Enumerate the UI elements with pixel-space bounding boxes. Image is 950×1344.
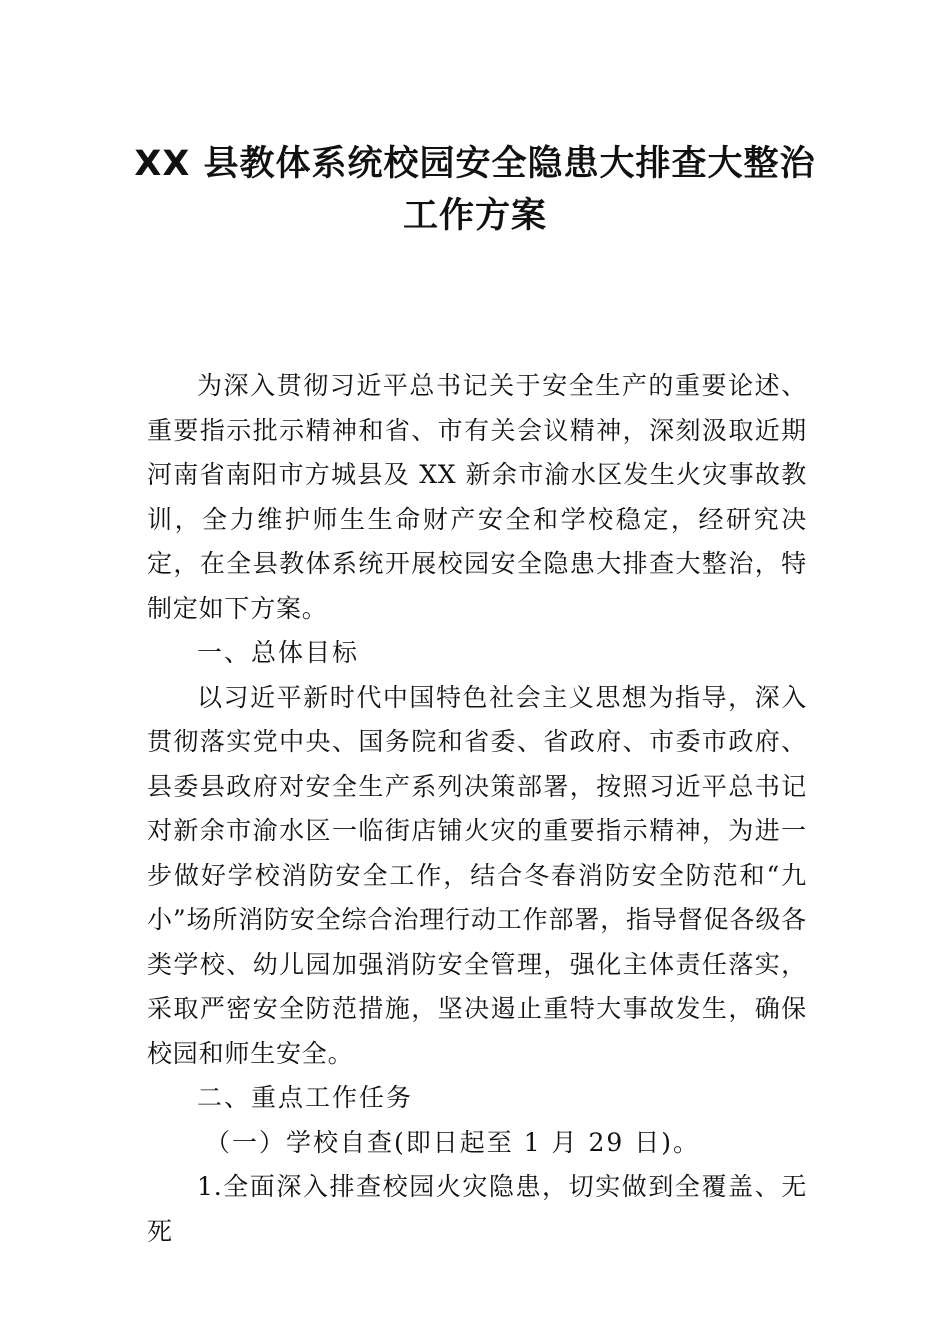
document-title-line-2: 工作方案 xyxy=(402,196,547,236)
goals-paragraph: 以习近平新时代中国特色社会主义思想为指导，深入贯彻落实党中央、国务院和省委、省政府、市委市政府、县委县政府对安全生产系列决策部署，按照习近平总书记对新余市渝水区一临街店铺火灾的重要指示精神，为进一步做好学校消防安全工作，结合冬春消防安全防范和“九小”场所消防安全综合治理行动工作部署，指导督促各级各类学校、幼儿园加强消防安全管理，强化主体责任落实，采取严密安全防范措施，坚决遏止重特大事故发生，确保校园和师生安全。 xyxy=(147,682,807,1068)
intro-paragraph: 为深入贯彻习近平总书记关于安全生产的重要论述、重要指示批示精神和省、市有关会议精神，深刻汲取近期河南省南阳市方城县及 XX 新余市渝水区发生火灾事故教训，全力维护师生生命财产安全和学校稳定，经研究决定，在全县教体系统开展校园安全隐患大排查大整治，特制定如下方案。 xyxy=(147,371,807,623)
subsection-heading-self-check: （一）学校自查(即日起至 1 月 29 日)。 xyxy=(205,1127,701,1157)
document-title-line-1: XX 县教体系统校园安全隐患大排查大整治 xyxy=(134,144,816,184)
section-heading-tasks: 二、重点工作任务 xyxy=(197,1083,414,1112)
section-heading-goals: 一、总体目标 xyxy=(197,638,360,667)
task-item-1: 1.全面深入排查校园火灾隐患，切实做到全覆盖、无死 xyxy=(147,1172,807,1246)
document-body xyxy=(147,364,807,1254)
